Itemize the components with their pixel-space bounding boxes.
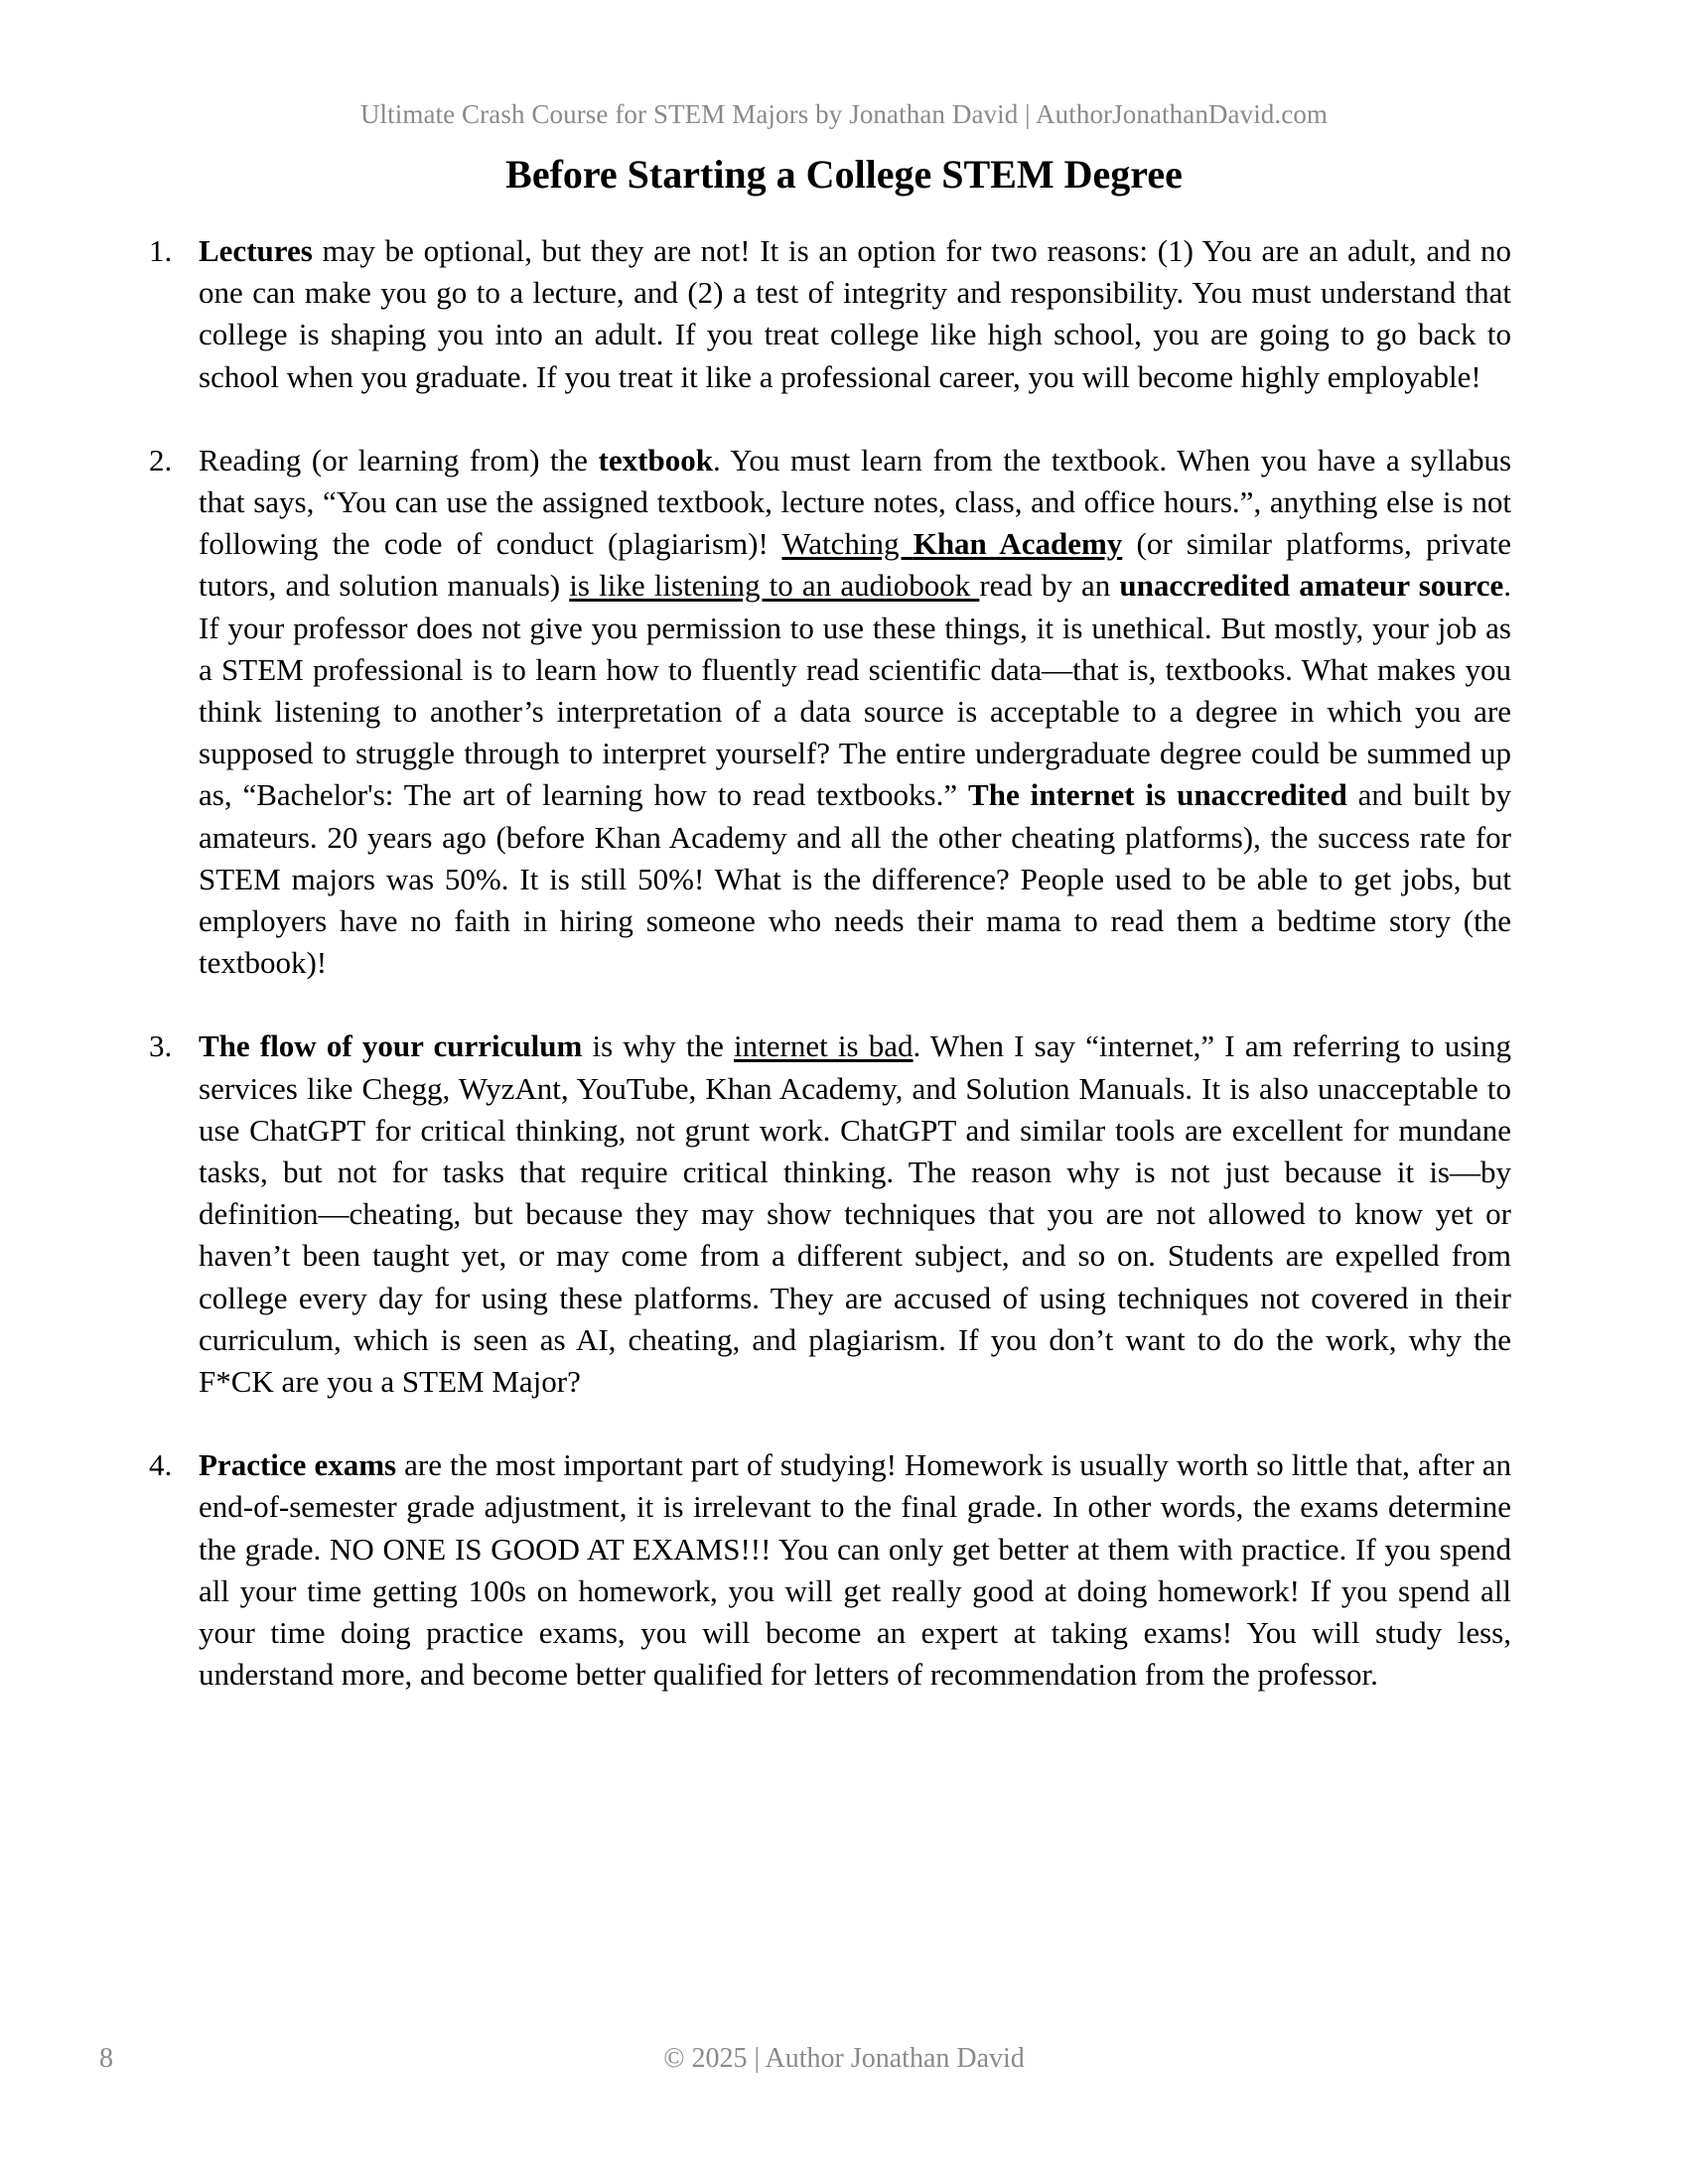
keyword-khan-academy: Khan Academy: [913, 526, 1123, 562]
list-number: 1.: [149, 233, 173, 268]
page-number: 8: [99, 2043, 113, 2074]
page-title: Before Starting a College STEM Degree: [505, 152, 1183, 197]
list-item-curriculum: [149, 1025, 1511, 1403]
item-text: Lectures may be optional, but they are not! It is an option for two reasons: (1) You are an adult, and no one can make you go to a lecture, and (2) a test of integrity and responsibility. You must understand that college is shaping you into an adult. If you treat college like high school, you are going to go back to school when you graduate. If you treat it like a professional career, you will become highly employable!: [199, 233, 1511, 394]
item-text: Reading (or learning from) the textbook. You must learn from the textbook. When you have a syllabus that says, “You can use the assigned textbook, lecture notes, class, and office hours.”, anything else is not following the code of conduct (plagiarism)! Watching Khan Academy (or similar platforms, private tutors, and solution manuals) is like listening to an audiobook read by an unaccredited amateur source. If your professor does not give you permission to use these things, it is unethical. But mostly, your job as a STEM professional is to learn how to fluently read scientific data—that is, textbooks. What makes you think listening to another’s interpretation of a data source is acceptable to a degree in which you are supposed to struggle through to interpret yourself? The entire undergraduate degree could be summed up as, “Bachelor's: The art of learning how to read textbooks.” The internet is unaccredited and built by amateurs. 20 years ago (before Khan Academy and all the other cheating platforms), the success rate for STEM majors was 50%. It is still 50%! What is the difference? People used to be able to get jobs, but employers have no faith in hiring someone who needs their mama to read them a bedtime story (the textbook)!: [199, 442, 1512, 981]
item-text: The flow of your curriculum is why the internet is bad. When I say “internet,” I am referring to using services like Chegg, WyzAnt, YouTube, Khan Academy, and Solution Manuals. It is also unacceptable to use ChatGPT for critical thinking, not grunt work. ChatGPT and similar tools are excellent for mundane tasks, but not for tasks that require critical thinking. The reason why is not just because it is—by definition—cheating, but because they may show techniques that you are not allowed to know yet or haven’t been taught yet, or may come from a different subject, and so on. Students are expelled from college every day for using these platforms. They are accused of using techniques not covered in their curriculum, which is seen as AI, cheating, and plagiarism. If you don’t want to do the work, why the F*CK are you a STEM Major?: [199, 1028, 1511, 1400]
numbered-list: [149, 230, 1511, 1697]
keyword-unaccredited-source: unaccredited amateur source: [1119, 568, 1504, 604]
list-number: 4.: [149, 1447, 173, 1483]
underlined-phrase: internet is bad: [734, 1028, 914, 1064]
underlined-phrase: Watching: [781, 526, 914, 562]
item-text: Practice exams are the most important part of studying! Homework is usually worth so little that, after an end-of-semester grade adjustment, it is irrelevant to the final grade. In other words, the exams determine the grade. NO ONE IS GOOD AT EXAMS!!! You can only get better at them with practice. If you spend all your time getting 100s on homework, you will get really good at doing homework! If you spend all your time doing practice exams, you will become an expert at taking exams! You will study less, understand more, and become better qualified for letters of recommendation from the professor.: [199, 1447, 1511, 1693]
footer-copyright: © 2025 | Author Jonathan David: [663, 2043, 1025, 2074]
list-item-lectures: [149, 230, 1511, 398]
running-header: Ultimate Crash Course for STEM Majors by Jonathan David | AuthorJonathanDavid.com: [359, 99, 1329, 129]
keyword-internet-unaccredited: The internet is unaccredited: [968, 777, 1347, 813]
document-body: [149, 230, 1511, 1738]
list-number: 3.: [149, 1028, 173, 1064]
keyword-curriculum: The flow of your curriculum: [199, 1028, 583, 1064]
keyword-lectures: Lectures: [199, 233, 313, 268]
keyword-textbook: textbook: [598, 442, 713, 478]
list-item-practice-exams: [149, 1444, 1511, 1696]
underlined-phrase: is like listening to an audiobook: [569, 568, 980, 604]
keyword-practice-exams: Practice exams: [199, 1447, 397, 1483]
list-number: 2.: [149, 442, 173, 478]
list-item-textbook: [149, 440, 1511, 985]
